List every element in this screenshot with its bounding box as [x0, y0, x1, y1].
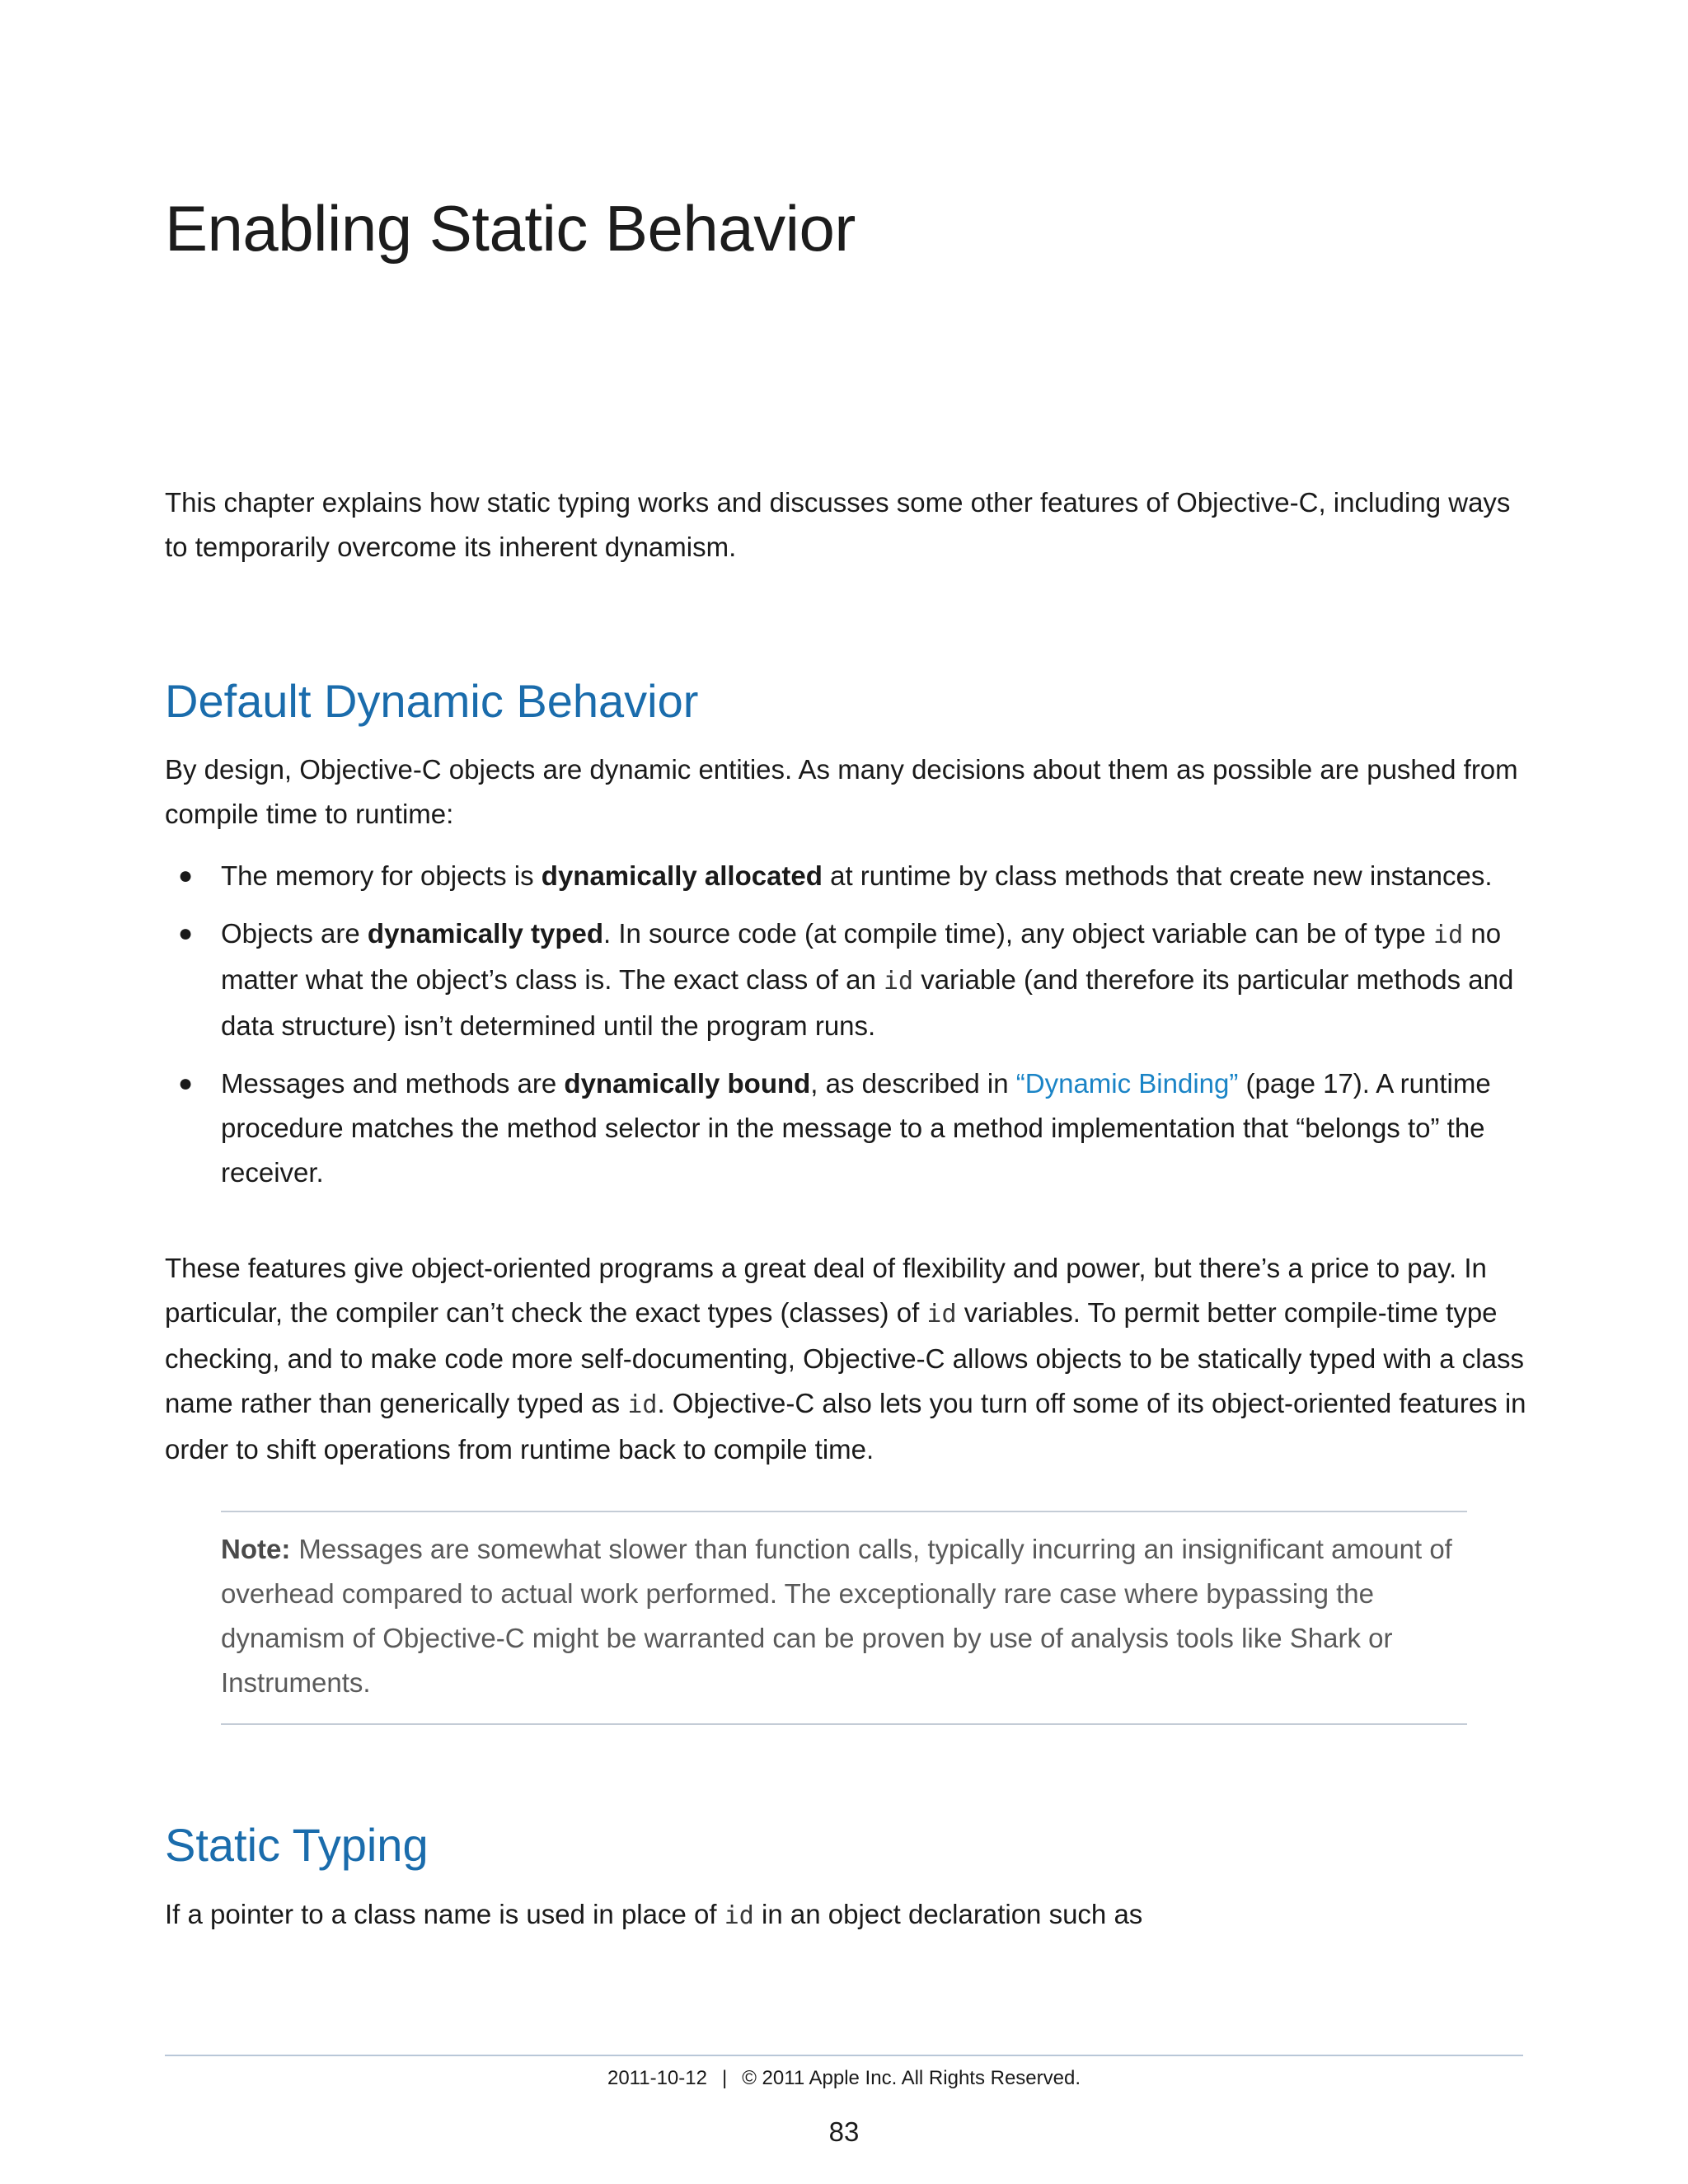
code-id: id	[1433, 921, 1464, 949]
footer	[0, 2067, 1688, 2090]
static-typing-paragraph: If a pointer to a class name is used in place of id in an object declaration such as	[165, 1899, 1143, 1930]
chapter-title: Enabling Static Behavior	[165, 192, 856, 265]
bullet-icon: ●	[178, 862, 194, 889]
section-heading-default-dynamic-behavior: Default Dynamic Behavior	[165, 675, 699, 727]
code-id: id	[627, 1390, 658, 1419]
code-id: id	[724, 1901, 754, 1930]
list-item-text: The memory for objects is dynamically allocated at runtime by class methods that create new instances.	[221, 860, 1493, 891]
footer-separator: |	[721, 2067, 728, 2089]
list-item	[165, 912, 1533, 1048]
dynamic-binding-link[interactable]: “Dynamic Binding”	[1015, 1068, 1239, 1099]
page-number: 83	[828, 2116, 860, 2147]
bullet-icon: ●	[178, 1070, 194, 1097]
section-heading-static-typing: Static Typing	[165, 1819, 429, 1871]
code-id: id	[884, 967, 914, 996]
list-item-text: Messages and methods are dynamically bound, as described in “Dynamic Binding” (page 17). A runtime procedure matches the method selector in the message to a method implementation that “belongs to” the receiver.	[221, 1068, 1491, 1188]
default-dynamic-intro-paragraph: By design, Objective-C objects are dynamic entities. As many decisions about them as possible are pushed from compile time to runtime:	[165, 754, 1518, 829]
note-text: Messages are somewhat slower than function calls, typically incurring an insignificant amount of overhead compared to actual work performed. The exceptionally rare case where bypassing the dynamism of Objective-C might be warranted can be proven by use of analysis tools like Shark or Instruments.	[221, 1534, 1452, 1698]
bold-term: dynamically allocated	[541, 860, 823, 891]
code-id: id	[926, 1300, 957, 1329]
bold-term: dynamically bound	[564, 1068, 811, 1099]
features-paragraph: These features give object-oriented programs a great deal of flexibility and power, but there’s a price to pay. In particular, the compiler can’t check the exact types (classes) of id variables. To permit better compile-time type checking, and to make code more self-documenting, Objective-C allows objects to be statically typed with a class name rather than generically typed as id. Objective-C also lets you turn off some of its object-oriented features in order to shift operations from runtime back to compile time.	[165, 1253, 1526, 1465]
bullet-icon: ●	[178, 920, 194, 947]
list-item-text: Objects are dynamically typed. In source code (at compile time), any object variable can be of type id no matter what the object’s class is. The exact class of an id variable (and therefore its particular methods and data structure) isn’t determined until the program runs.	[221, 918, 1514, 1041]
footer-copyright: © 2011 Apple Inc. All Rights Reserved.	[742, 2067, 1081, 2089]
chapter-intro-paragraph: This chapter explains how static typing works and discusses some other features of Objective-C, including ways to temporarily overcome its inherent dynamism.	[165, 487, 1511, 562]
footer-date: 2011-10-12	[607, 2067, 707, 2089]
bold-term: dynamically typed	[367, 918, 604, 949]
list-item	[165, 1062, 1533, 1195]
footer-divider	[165, 2055, 1523, 2056]
note-box	[221, 1511, 1467, 1725]
note-label: Note:	[221, 1534, 291, 1564]
dynamic-features-list	[165, 854, 1533, 1208]
list-item	[165, 854, 1533, 898]
